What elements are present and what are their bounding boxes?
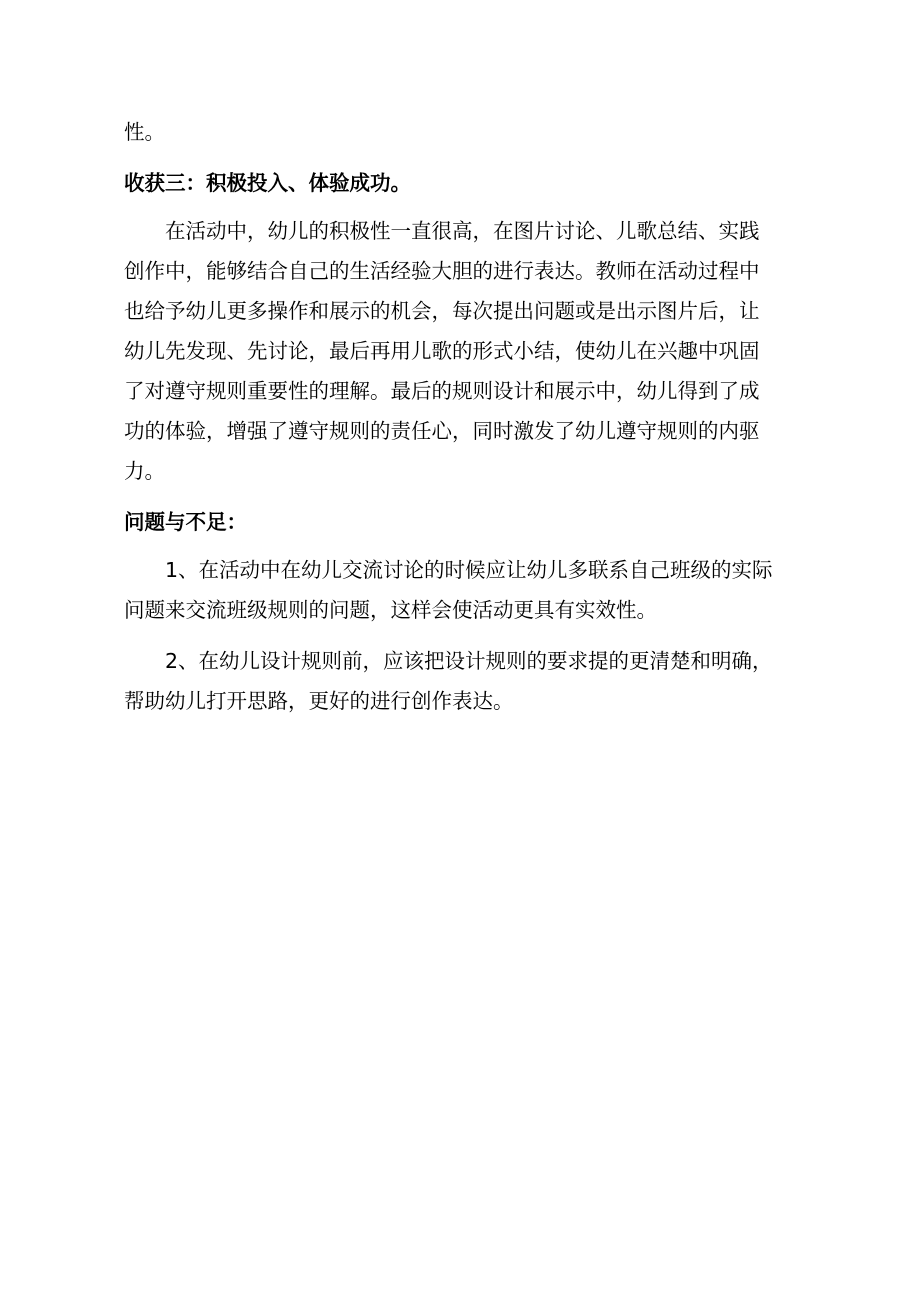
paragraph-line: 帮助幼儿打开思路，更好的进行创作表达。: [124, 689, 514, 713]
paragraph-line: 1、在活动中在幼儿交流讨论的时候应让幼儿多联系自己班级的实际: [165, 558, 773, 582]
paragraph-harvest-three: [124, 211, 814, 491]
paragraph-line: 创作中，能够结合自己的生活经验大胆的进行表达。教师在活动过程中: [124, 259, 760, 283]
paragraph-line: 幼儿先发现、先讨论，最后再用儿歌的形式小结，使幼儿在兴趣中巩固: [124, 339, 760, 363]
paragraph-line: 也给予幼儿更多操作和展示的机会，每次提出问题或是出示图片后，让: [124, 299, 760, 323]
paragraph-line: 问题来交流班级规则的问题，这样会使活动更具有实效性。: [124, 598, 657, 622]
paragraph-line: 功的体验，增强了遵守规则的责任心，同时激发了幼儿遵守规则的内驱: [124, 419, 760, 443]
paragraph-line: 2、在幼儿设计规则前，应该把设计规则的要求提的更清楚和明确，: [165, 649, 773, 673]
section-heading-harvest-three: 收获三：积极投入、体验成功。: [124, 171, 411, 195]
document-body: [124, 112, 814, 721]
paragraph-line: 力。: [124, 459, 165, 483]
paragraph-line: 了对遵守规则重要性的理解。最后的规则设计和展示中，幼儿得到了成: [124, 379, 760, 403]
list-item-problem-1: [124, 550, 814, 630]
section-heading-problems: 问题与不足：: [124, 510, 247, 534]
continuation-line: 性。: [124, 120, 165, 144]
list-item-problem-2: [124, 641, 814, 721]
paragraph-line: 在活动中，幼儿的积极性一直很高，在图片讨论、儿歌总结、实践: [165, 219, 760, 243]
